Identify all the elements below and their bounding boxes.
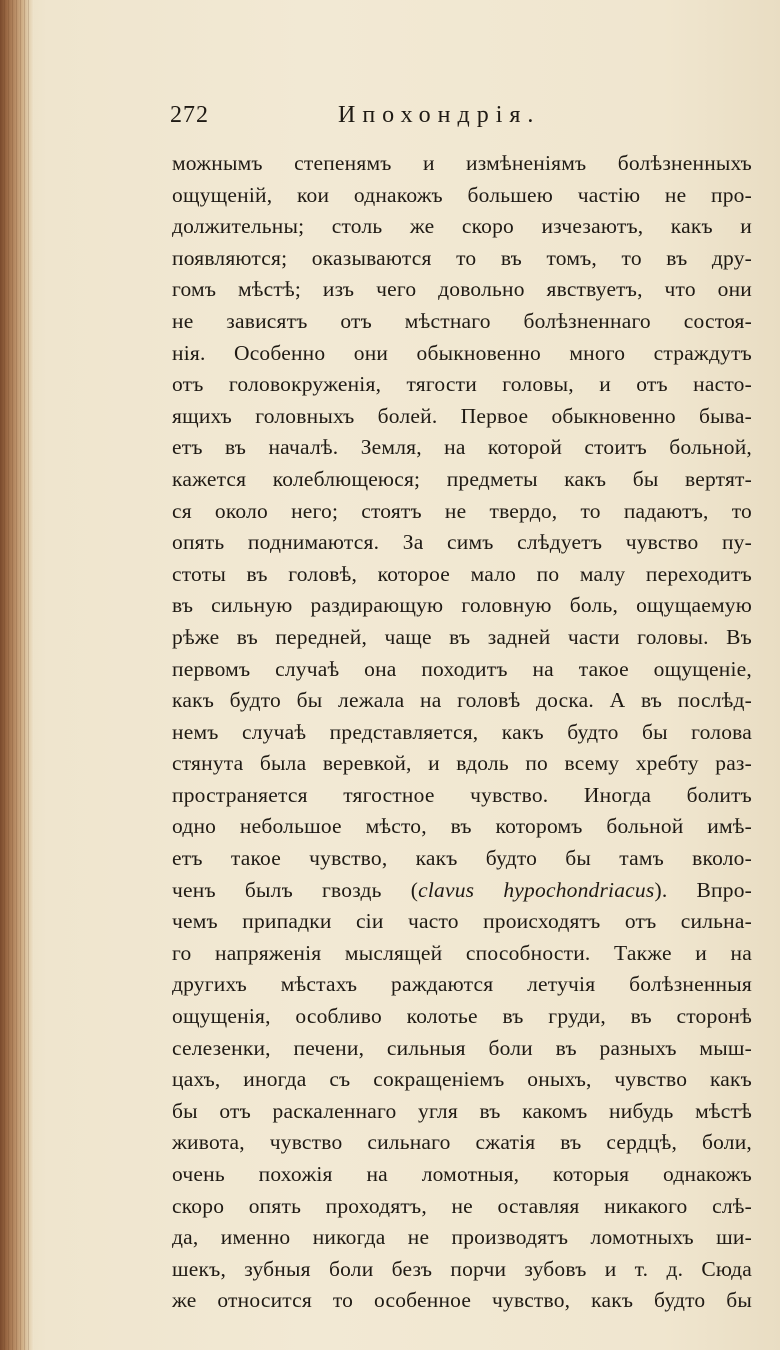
latin-phrase: clavus hypochondriacus xyxy=(418,877,655,902)
text-line: другихъ мѣстахъ раждаются летучія болѣзненныя xyxy=(172,972,752,997)
text-line: нія. Особенно они обыкновенно много страждутъ xyxy=(172,340,752,365)
text-line: ощущеній, кои однакожъ большею частію не про- xyxy=(172,182,752,207)
text-line: одно небольшое мѣсто, въ которомъ больной имѣ- xyxy=(172,814,752,839)
text-line: стянута была веревкой, и вдоль по всему хребту раз- xyxy=(172,751,752,776)
text-line: селезенки, печени, сильныя боли въ разныхъ мыш- xyxy=(172,1035,752,1060)
text-line: очень похожія на ломотныя, которыя однакожъ xyxy=(172,1162,752,1186)
text-line: скоро опять проходятъ, не оставляя никакого слѣ- xyxy=(172,1193,752,1218)
text-line: появляются; оказываются то въ томъ, то въ дру- xyxy=(172,245,752,270)
latin-after: ). Впро- xyxy=(654,877,752,902)
text-line: живота, чувство сильнаго сжатія въ сердцѣ, боли, xyxy=(172,1130,752,1155)
running-title: Ипохондрія. xyxy=(338,102,541,128)
page-number: 272 xyxy=(170,102,209,128)
text-line: етъ въ началѣ. Земля, на которой стоитъ больной, xyxy=(172,435,752,460)
text-line: цахъ, иногда съ сокращеніемъ оныхъ, чувство какъ xyxy=(172,1067,752,1092)
book-spine-edge xyxy=(0,0,34,1350)
text-line: ощущенія, особливо колотье въ груди, въ сторонѣ xyxy=(172,1004,752,1029)
text-line: въ сильную раздирающую головную боль, ощущаемую xyxy=(172,593,752,618)
text-line: отъ головокруженія, тягости головы, и отъ насто- xyxy=(172,372,752,397)
text-line: должительны; столь же скоро изчезаютъ, какъ и xyxy=(172,214,752,239)
text-line: же относится то особенное чувство, какъ будто бы xyxy=(172,1288,752,1313)
text-line: рѣже въ передней, чаще въ задней части головы. Въ xyxy=(172,624,752,649)
text-line: шекъ, зубныя боли безъ порчи зубовъ и т. д. Сюда xyxy=(172,1256,752,1281)
body-text xyxy=(172,148,752,1317)
text-line: бы отъ раскаленнаго угля въ какомъ нибудь мѣстѣ xyxy=(172,1098,752,1123)
text-line: ся около него; стоятъ не твердо, то падаютъ, то xyxy=(172,498,752,523)
text-line: пространяется тягостное чувство. Иногда болитъ xyxy=(172,782,752,807)
text-line: гомъ мѣстѣ; изъ чего довольно явствуетъ, что они xyxy=(172,277,752,302)
text-line: не зависятъ отъ мѣстнаго болѣзненнаго состоя- xyxy=(172,308,752,333)
page-header xyxy=(170,102,760,142)
latin-before: ченъ былъ гвоздь ( xyxy=(172,877,419,902)
text-line: можнымъ степенямъ и измѣненіямъ болѣзненныхъ xyxy=(172,151,752,175)
text-line: го напряженія мыслящей способности. Также и на xyxy=(172,940,752,965)
page-edges xyxy=(4,0,30,1350)
text-line: кажется колеблющеюся; предметы какъ бы вертят- xyxy=(172,466,752,491)
text-line-latin xyxy=(172,875,752,907)
text-line: етъ такое чувство, какъ будто бы тамъ вколо- xyxy=(172,846,752,871)
text-line: какъ будто бы лежала на головѣ доска. А въ послѣд- xyxy=(172,688,752,713)
text-line: стоты въ головѣ, которое мало по малу переходитъ xyxy=(172,561,752,586)
text-line: первомъ случаѣ она походитъ на такое ощущеніе, xyxy=(172,656,752,681)
text-line: ящихъ головныхъ болей. Первое обыкновенно быва- xyxy=(172,403,752,428)
text-line: чемъ припадки сіи часто происходятъ отъ сильна- xyxy=(172,909,752,934)
text-line: немъ случаѣ представляется, какъ будто бы голова xyxy=(172,719,752,744)
text-line: да, именно никогда не производятъ ломотныхъ ши- xyxy=(172,1225,752,1250)
text-line: опять поднимаются. За симъ слѣдуетъ чувство пу- xyxy=(172,530,752,555)
